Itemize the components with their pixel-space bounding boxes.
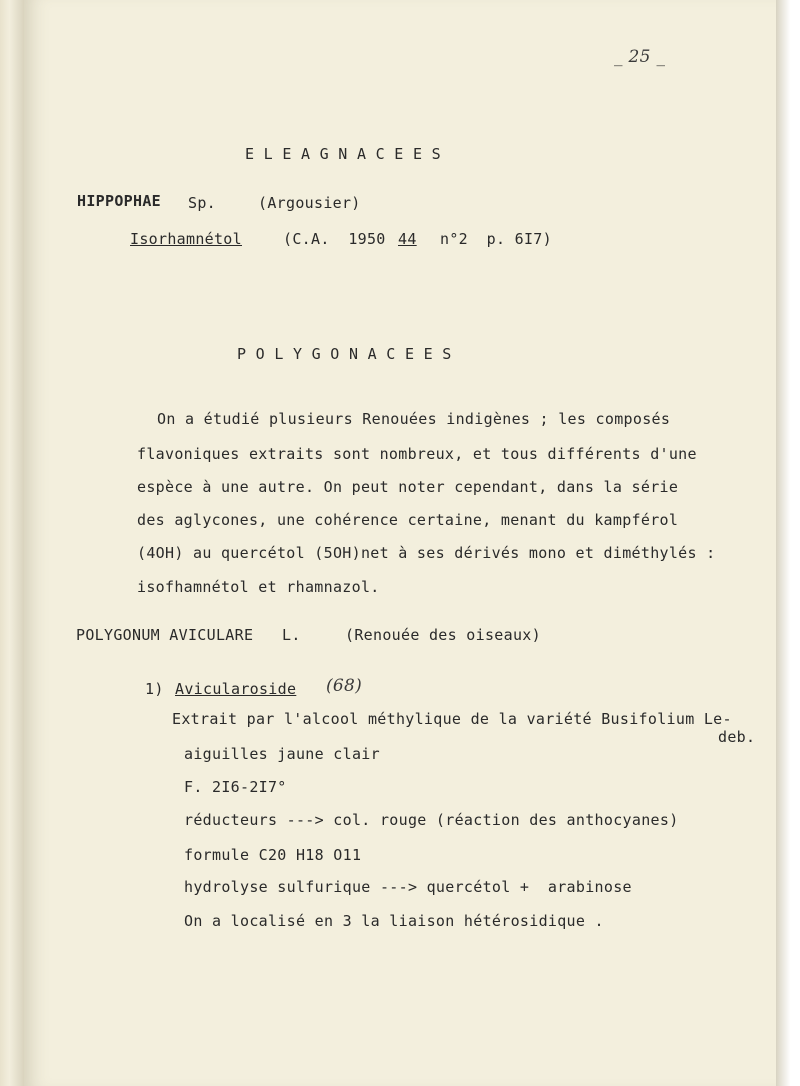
paragraph-line-3: espèce à une autre. On peut noter cependant, dans la série: [137, 478, 679, 496]
page-edge: [776, 0, 800, 1086]
compound-ref-prefix: (C.A. 1950: [283, 230, 386, 248]
entry-line-1: Extrait par l'alcool méthylique de la variété Busifolium Le-: [172, 710, 732, 728]
entry-line-3: F. 2I6-2I7°: [184, 778, 287, 796]
family-heading-eleagnacees: E L E A G N A C E E S: [245, 145, 441, 163]
species-author: L.: [282, 626, 301, 644]
paragraph-line-4: des aglycones, une cohérence certaine, menant du kampférol: [137, 511, 679, 529]
entry-line-6: hydrolyse sulfurique ---> quercétol + arabinose: [184, 878, 632, 896]
entry-name: Avicularoside: [175, 680, 297, 698]
entry-line-5: formule C20 H18 O11: [184, 846, 362, 864]
paragraph-line-6: isofhamnétol et rhamnazol.: [137, 578, 380, 596]
paragraph-line-2: flavoniques extraits sont nombreux, et tous différents d'une: [137, 445, 697, 463]
entry-author-continuation: deb.: [718, 728, 756, 746]
species-sp: Sp.: [188, 194, 216, 212]
entry-line-7: On a localisé en 3 la liaison hétérosidique .: [184, 912, 604, 930]
entry-line-2: aiguilles jaune clair: [184, 745, 380, 763]
compound-name: Isorhamnétol: [130, 230, 242, 248]
species-name: HIPPOPHAE: [77, 192, 161, 210]
compound-ref-suffix: n°2 p. 6I7): [440, 230, 552, 248]
species-name-polygonum: POLYGONUM AVICULARE: [76, 626, 254, 644]
page-number: _ 25 _: [614, 47, 666, 67]
compound-ref-volume: 44: [398, 230, 417, 248]
paragraph-line-1: On a étudié plusieurs Renouées indigènes ; les composés: [157, 410, 671, 428]
family-heading-polygonacees: P O L Y G O N A C E E S: [237, 345, 452, 363]
species-common-name-polygonum: (Renouée des oiseaux): [345, 626, 541, 644]
entry-number: 1): [145, 680, 164, 698]
paragraph-line-5: (4OH) au quercétol (5OH)net à ses dérivés mono et diméthylés :: [137, 544, 716, 562]
book-gutter: [0, 0, 24, 1086]
entry-handwritten-ref: (68): [326, 676, 363, 696]
species-common-name: (Argousier): [258, 194, 361, 212]
entry-line-4: réducteurs ---> col. rouge (réaction des anthocyanes): [184, 811, 679, 829]
